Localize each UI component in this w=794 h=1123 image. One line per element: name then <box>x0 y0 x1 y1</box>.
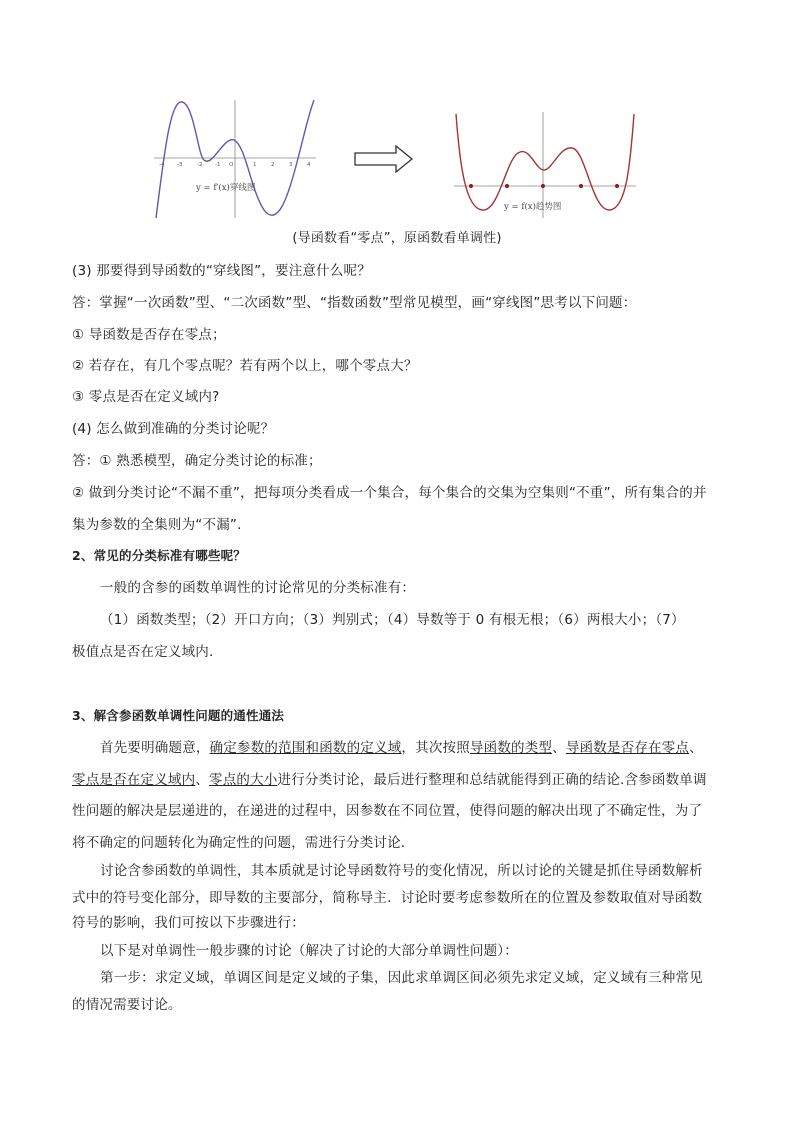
tick-label: 4 <box>307 162 311 168</box>
text: 、 <box>552 740 566 756</box>
function-graph <box>450 108 640 220</box>
section-4-line2: 式中的符号变化部分，即导数的主要部分，简称导主．讨论时要考虑参数所在的位置及参数取值对导函数 <box>72 890 703 906</box>
text: 、 <box>689 740 703 756</box>
zero-point <box>469 184 473 188</box>
tick-label: -3 <box>177 162 183 168</box>
derivative-graph-caption: y = f′(x)穿线图 <box>196 183 256 193</box>
section-2-list-line1: （1）函数类型；（2）开口方向；（3）判别式；（4）导数等于 0 有根无根；（6）两根大小；（7） <box>100 612 685 628</box>
tick-label: -4 <box>159 162 165 168</box>
tick-label: -2 <box>197 162 203 168</box>
section-3-line2 <box>72 769 732 791</box>
section-2-intro: 一般的含参的函数单调性的讨论常见的分类标准有： <box>100 580 416 596</box>
figure-subtitle: (导函数看“零点”，原函数看单调性) <box>292 231 502 246</box>
zero-point <box>541 184 545 188</box>
answer-3: 答：掌握“一次函数”型、“二次函数”型、“指数函数”型常见模型，画“穿线图”思考以下问题： <box>72 295 637 311</box>
underlined-text: 导函数是否存在零点 <box>565 740 690 756</box>
heading-3: 3、解含参函数单调性问题的通性通法 <box>72 708 285 723</box>
right-arrow-icon <box>354 145 414 173</box>
section-6-line2: 的情况需要讨论。 <box>72 997 182 1013</box>
function-graph-caption: y = f(x)趋势图 <box>504 202 562 212</box>
text: 、 <box>195 772 210 788</box>
underlined-text: 导函数的类型 <box>469 740 553 756</box>
zero-point <box>505 184 509 188</box>
tick-label: 3 <box>289 162 293 168</box>
text: 首先要明确题意， <box>100 740 210 756</box>
section-2-list-line2: 极值点是否在定义域内. <box>72 644 214 660</box>
section-3-line4: 将不确定的问题转化为确定性的问题，需进行分类讨论. <box>72 835 406 851</box>
derivative-graph <box>150 96 320 220</box>
section-3-line1 <box>100 737 760 759</box>
function-curve <box>456 114 634 210</box>
point-1: ① 导函数是否存在零点； <box>72 327 226 343</box>
tick-label: 1 <box>253 162 257 168</box>
underlined-text: 确定参数的范围和函数的定义域 <box>209 740 402 756</box>
answer-4b-line2: 集为参数的全集则为“不漏”. <box>72 517 242 533</box>
answer-4: 答：① 熟悉模型，确定分类讨论的标准； <box>72 453 322 469</box>
question-3: (3) 那要得到导函数的“穿线图”，要注意什么呢？ <box>72 263 371 279</box>
section-6-line1: 第一步：求定义域，单调区间是定义域的子集，因此求单调区间必须先求定义域，定义域有三种常见 <box>100 970 703 986</box>
text: 进行分类讨论，最后进行整理和总结就能得到正确的结论.含参函数单调 <box>277 772 707 788</box>
section-5: 以下是对单调性一般步骤的讨论（解决了讨论的大部分单调性问题）： <box>100 943 518 959</box>
heading-2: 2、常见的分类标准有哪些呢？ <box>72 548 246 563</box>
question-4: (4) 怎么做到准确的分类讨论呢？ <box>72 421 275 437</box>
text: ，其次按照 <box>401 740 470 756</box>
point-2: ② 若存在，有几个零点呢？若有两个以上，哪个零点大？ <box>72 358 418 374</box>
zero-point <box>615 184 619 188</box>
tick-label: 2 <box>271 162 275 168</box>
section-4-line3: 符号的影响，我们可按以下步骤进行： <box>72 915 305 931</box>
section-4-line1: 讨论含参函数的单调性，其本质就是讨论导函数符号的变化情况，所以讨论的关键是抓住导函数解析 <box>100 863 703 879</box>
answer-4b-line1: ② 做到分类讨论“不漏不重”，把每项分类看成一个集合，每个集合的交集为空集则“不重”，所有集合的并 <box>72 485 707 501</box>
zero-point <box>579 184 583 188</box>
underlined-text: 零点是否在定义域内 <box>72 772 196 788</box>
underlined-text: 零点的大小 <box>209 772 278 788</box>
point-3: ③ 零点是否在定义域内? <box>72 389 220 405</box>
tick-label: O <box>229 162 234 168</box>
section-3-line3: 性问题的解决是层递进的，在递进的过程中，因参数在不同位置，使得问题的解决出现了不确定性，为了 <box>72 803 703 819</box>
tick-label: -1 <box>215 162 221 168</box>
